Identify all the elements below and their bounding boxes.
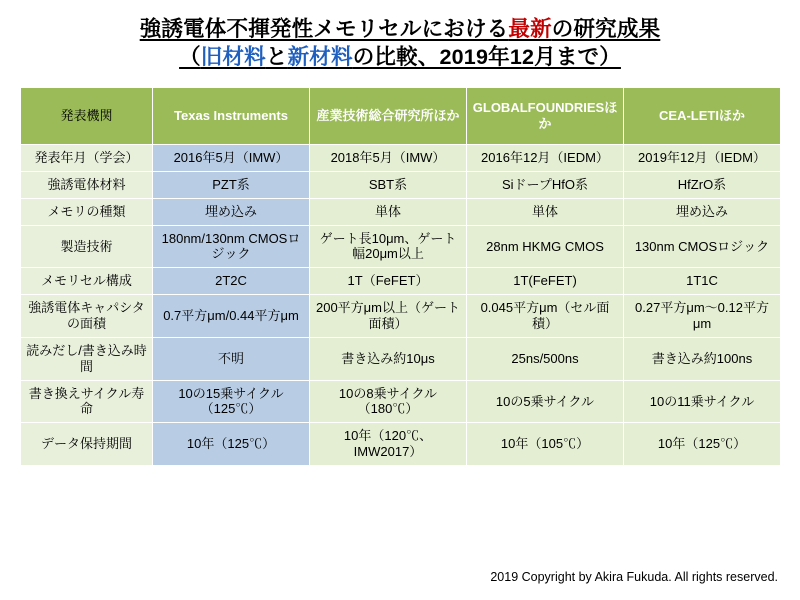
cell-2-2: 単体 [467, 198, 624, 225]
cell-4-1: 1T（FeFET） [310, 268, 467, 295]
table-row [21, 423, 781, 466]
cell-8-3: 10年（125℃） [624, 423, 781, 466]
title-line-1 [20, 16, 780, 44]
cell-8-0: 10年（125℃） [153, 423, 310, 466]
title-line-2-old-material: 旧材料 [200, 44, 266, 69]
cell-3-1: ゲート長10μm、ゲート幅20μm以上 [310, 225, 467, 268]
row-label-3: 製造技術 [21, 225, 153, 268]
cell-0-1: 2018年5月（IMW） [310, 145, 467, 172]
comparison-table [20, 87, 781, 466]
table-row [21, 337, 781, 380]
cell-7-2: 10の5乗サイクル [467, 380, 624, 423]
cell-1-3: HfZrO系 [624, 171, 781, 198]
column-header-3: CEA-LETIほか [624, 88, 781, 145]
title-line-2-new-material: 新材料 [287, 44, 353, 69]
cell-6-3: 書き込み約100ns [624, 337, 781, 380]
cell-5-3: 0.27平方μm〜0.12平方μm [624, 295, 781, 338]
cell-4-3: 1T1C [624, 268, 781, 295]
cell-0-0: 2016年5月（IMW） [153, 145, 310, 172]
cell-2-0: 埋め込み [153, 198, 310, 225]
table-row [21, 225, 781, 268]
row-label-0: 発表年月（学会） [21, 145, 153, 172]
title-line-1-post: の研究成果 [551, 17, 661, 41]
table-header-row [21, 88, 781, 145]
title-line-1-pre: 強誘電体不揮発性メモリセルにおける [139, 17, 509, 41]
title-line-2-mid: と [265, 44, 288, 69]
cell-3-2: 28nm HKMG CMOS [467, 225, 624, 268]
cell-2-1: 単体 [310, 198, 467, 225]
cell-3-3: 130nm CMOSロジック [624, 225, 781, 268]
cell-6-2: 25ns/500ns [467, 337, 624, 380]
cell-5-2: 0.045平方μm（セル面積） [467, 295, 624, 338]
row-label-6: 読みだし/書き込み時間 [21, 337, 153, 380]
cell-1-0: PZT系 [153, 171, 310, 198]
cell-6-0: 不明 [153, 337, 310, 380]
row-label-8: データ保持期間 [21, 423, 153, 466]
cell-7-1: 10の8乗サイクル（180℃） [310, 380, 467, 423]
column-header-1: 産業技術総合研究所ほか [310, 88, 467, 145]
cell-0-2: 2016年12月（IEDM） [467, 145, 624, 172]
title-line-2-open: （ [179, 44, 201, 69]
row-label-7: 書き換えサイクル寿命 [21, 380, 153, 423]
row-label-1: 強誘電体材料 [21, 171, 153, 198]
cell-1-2: SiドープHfO系 [467, 171, 624, 198]
table-row [21, 171, 781, 198]
cell-4-2: 1T(FeFET) [467, 268, 624, 295]
row-label-4: メモリセル構成 [21, 268, 153, 295]
column-header-2: GLOBALFOUNDRIESほか [467, 88, 624, 145]
table-row [21, 380, 781, 423]
table-row [21, 145, 781, 172]
cell-0-3: 2019年12月（IEDM） [624, 145, 781, 172]
table-corner-header: 発表機関 [21, 88, 153, 145]
cell-5-0: 0.7平方μm/0.44平方μm [153, 295, 310, 338]
column-header-0: Texas Instruments [153, 88, 310, 145]
row-label-2: メモリの種類 [21, 198, 153, 225]
cell-6-1: 書き込み約10μs [310, 337, 467, 380]
table-row [21, 295, 781, 338]
row-label-5: 強誘電体キャパシタの面積 [21, 295, 153, 338]
cell-5-1: 200平方μm以上（ゲート面積） [310, 295, 467, 338]
title-line-2 [20, 44, 780, 72]
cell-4-0: 2T2C [153, 268, 310, 295]
cell-8-1: 10年（120℃、IMW2017） [310, 423, 467, 466]
cell-8-2: 10年（105℃） [467, 423, 624, 466]
table-row [21, 268, 781, 295]
table-row [21, 198, 781, 225]
cell-7-0: 10の15乗サイクル（125℃） [153, 380, 310, 423]
title-line-2-post: の比較、2019年12月まで） [352, 44, 621, 69]
cell-3-0: 180nm/130nm CMOSロジック [153, 225, 310, 268]
cell-2-3: 埋め込み [624, 198, 781, 225]
title-line-1-highlight: 最新 [508, 17, 552, 41]
cell-1-1: SBT系 [310, 171, 467, 198]
page-title [20, 16, 780, 71]
cell-7-3: 10の11乗サイクル [624, 380, 781, 423]
copyright-footer: 2019 Copyright by Akira Fukuda. All rights reserved. [490, 570, 778, 584]
